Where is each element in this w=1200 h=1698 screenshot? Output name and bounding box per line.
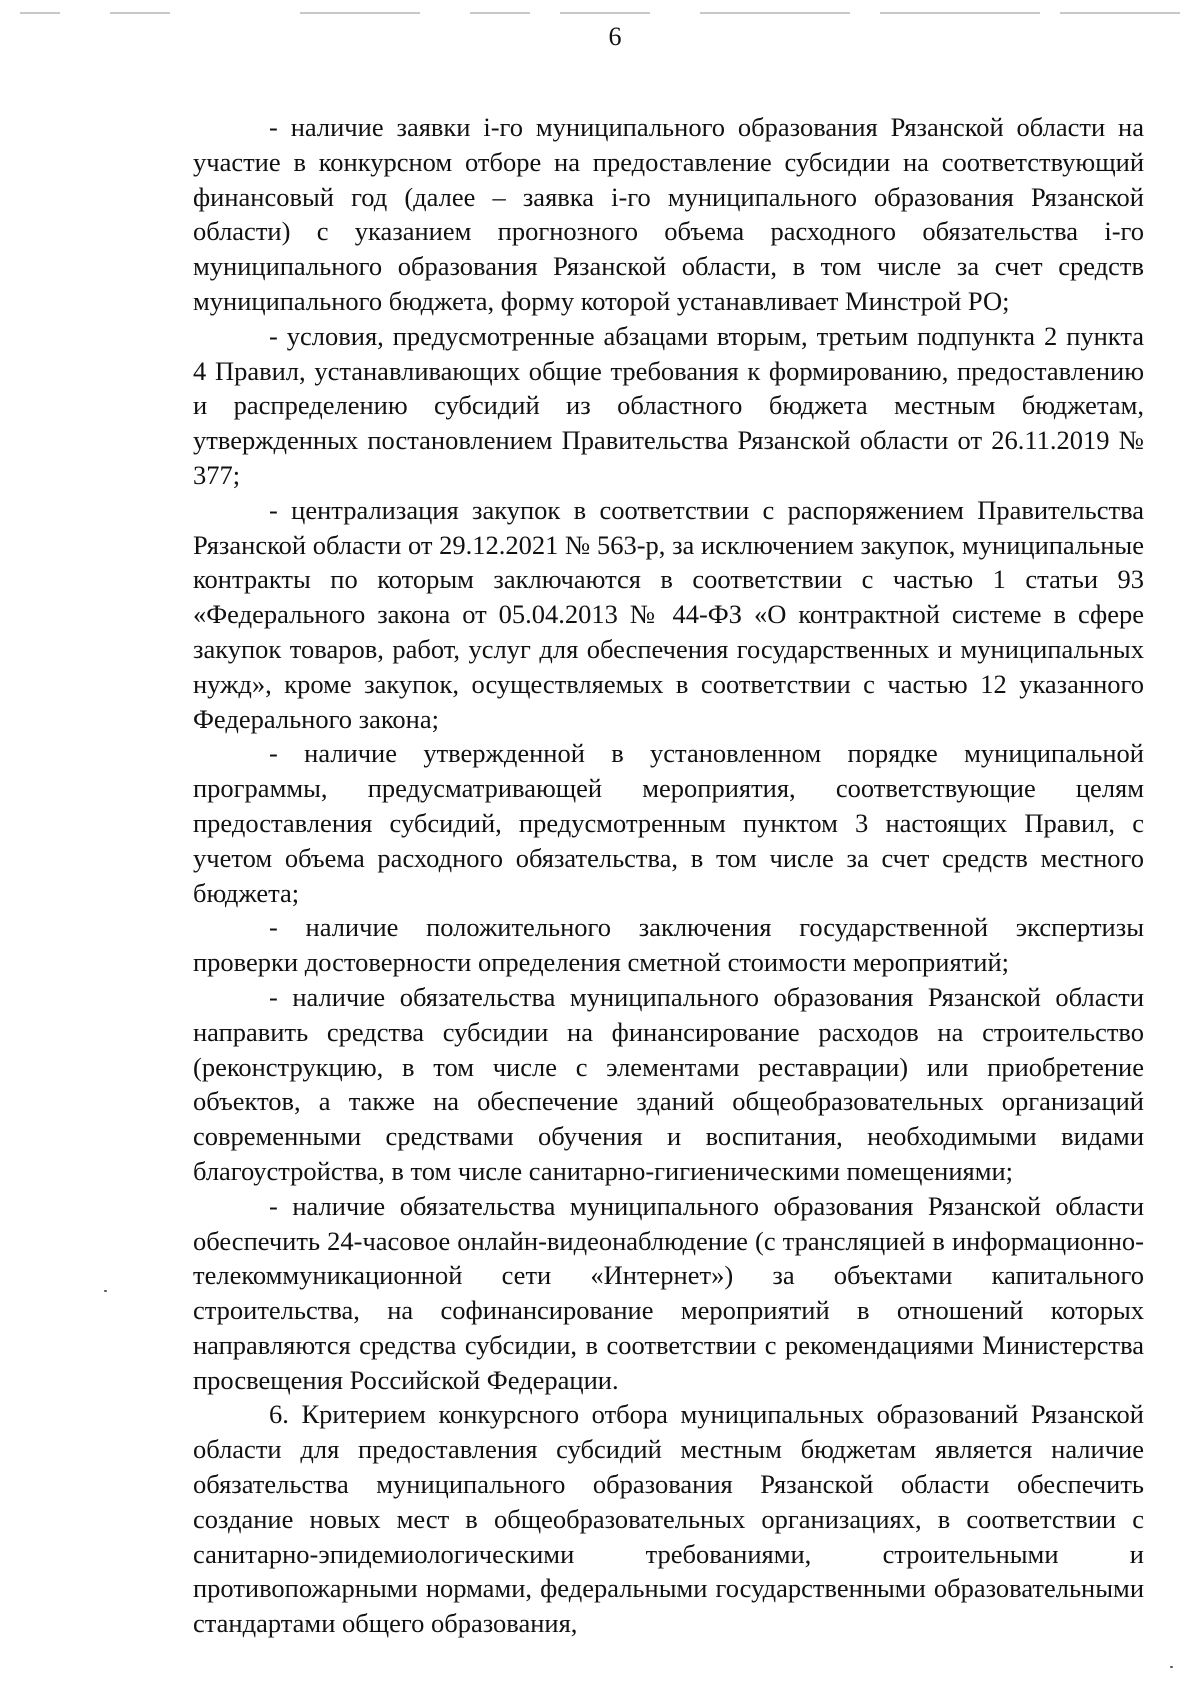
paragraph-application: - наличие заявки i-го муниципального образования Рязанской области на участие в конкурсном отборе на предоставление субсидии на соответствующий финансовый год (далее – заявка i-го муниципального образования Рязанской области) с указанием прогнозного объема расходного обязательства i-го муниципального образования Рязанской области, в том числе за счет средств муниципального бюджета, форму которой устанавливает Минстрой РО;	[193, 112, 1144, 316]
paragraph-municipal-program: - наличие утвержденной в установленном порядке муниципальной программы, предусматривающей мероприятия, соответствующие целям предоставления субсидий, предусмотренным пунктом 3 настоящих Правил, с учетом объема расходного обязательства, в том числе за счет средств местного бюджета;	[193, 738, 1144, 908]
scan-speck	[104, 1290, 107, 1292]
paragraph-subsidy-obligation: - наличие обязательства муниципального образования Рязанской области направить средства субсидии на финансирование расходов на строительство (реконструкцию, в том числе с элементами реставрации) или приобретение объектов, а также на обеспечение зданий общеобразовательных организаций современными средствами обучения и воспитания, необходимыми видами благоустройства, в том числе санитарно-гигиеническими помещениями;	[193, 981, 1144, 1186]
paragraph-selection-criterion: 6. Критерием конкурсного отбора муниципальных образований Рязанской области для предоставления субсидий местным бюджетам является наличие обязательства муниципального образования Рязанской области обеспечить создание новых мест в общеобразовательных организациях, в соответствии с санитарно-эпидемиологическими требованиями, строительными и противопожарными нормами, федеральными государственными образовательными стандартами общего образования,	[193, 1399, 1144, 1639]
paragraph-conditions: - условия, предусмотренные абзацами вторым, третьим подпункта 2 пункта 4 Правил, устанавливающих общие требования к формированию, предоставлению и распределению субсидий из областного бюджета местным бюджетам, утвержденных постановлением Правительства Рязанской области от 26.11.2019 № 377;	[193, 320, 1144, 490]
scan-speck	[1170, 1666, 1173, 1668]
paragraph-video-surveillance: - наличие обязательства муниципального образования Рязанской области обеспечить 24-часовое онлайн-видеонаблюдение (с трансляцией в информационно-телекоммуникационной сети «Интернет») за объектами капитального строительства, на софинансирование мероприятий в отношений которых направляются средства субсидии, в соответствии с рекомендациями Министерства просвещения Российской Федерации.	[193, 1190, 1144, 1395]
paragraph-expertise: - наличие положительного заключения государственной экспертизы проверки достоверности определения сметной стоимости мероприятий;	[193, 912, 1144, 978]
paragraph-procurement-centralization: - централизация закупок в соответствии с распоряжением Правительства Рязанской области от 29.12.2021 № 563-р, за исключением закупок, муниципальные контракты по которым заключаются в соответствии с частью 1 статьи 93 «Федерального закона от 05.04.2013 № 44-ФЗ «О контрактной системе в сфере закупок товаров, работ, услуг для обеспечения государственных и муниципальных нужд», кроме закупок, осуществляемых в соответствии с частью 12 указанного Федерального закона;	[193, 494, 1144, 734]
scan-edge-artifact	[0, 0, 1200, 20]
document-body	[193, 110, 1144, 1641]
page-number: 6	[608, 22, 622, 51]
